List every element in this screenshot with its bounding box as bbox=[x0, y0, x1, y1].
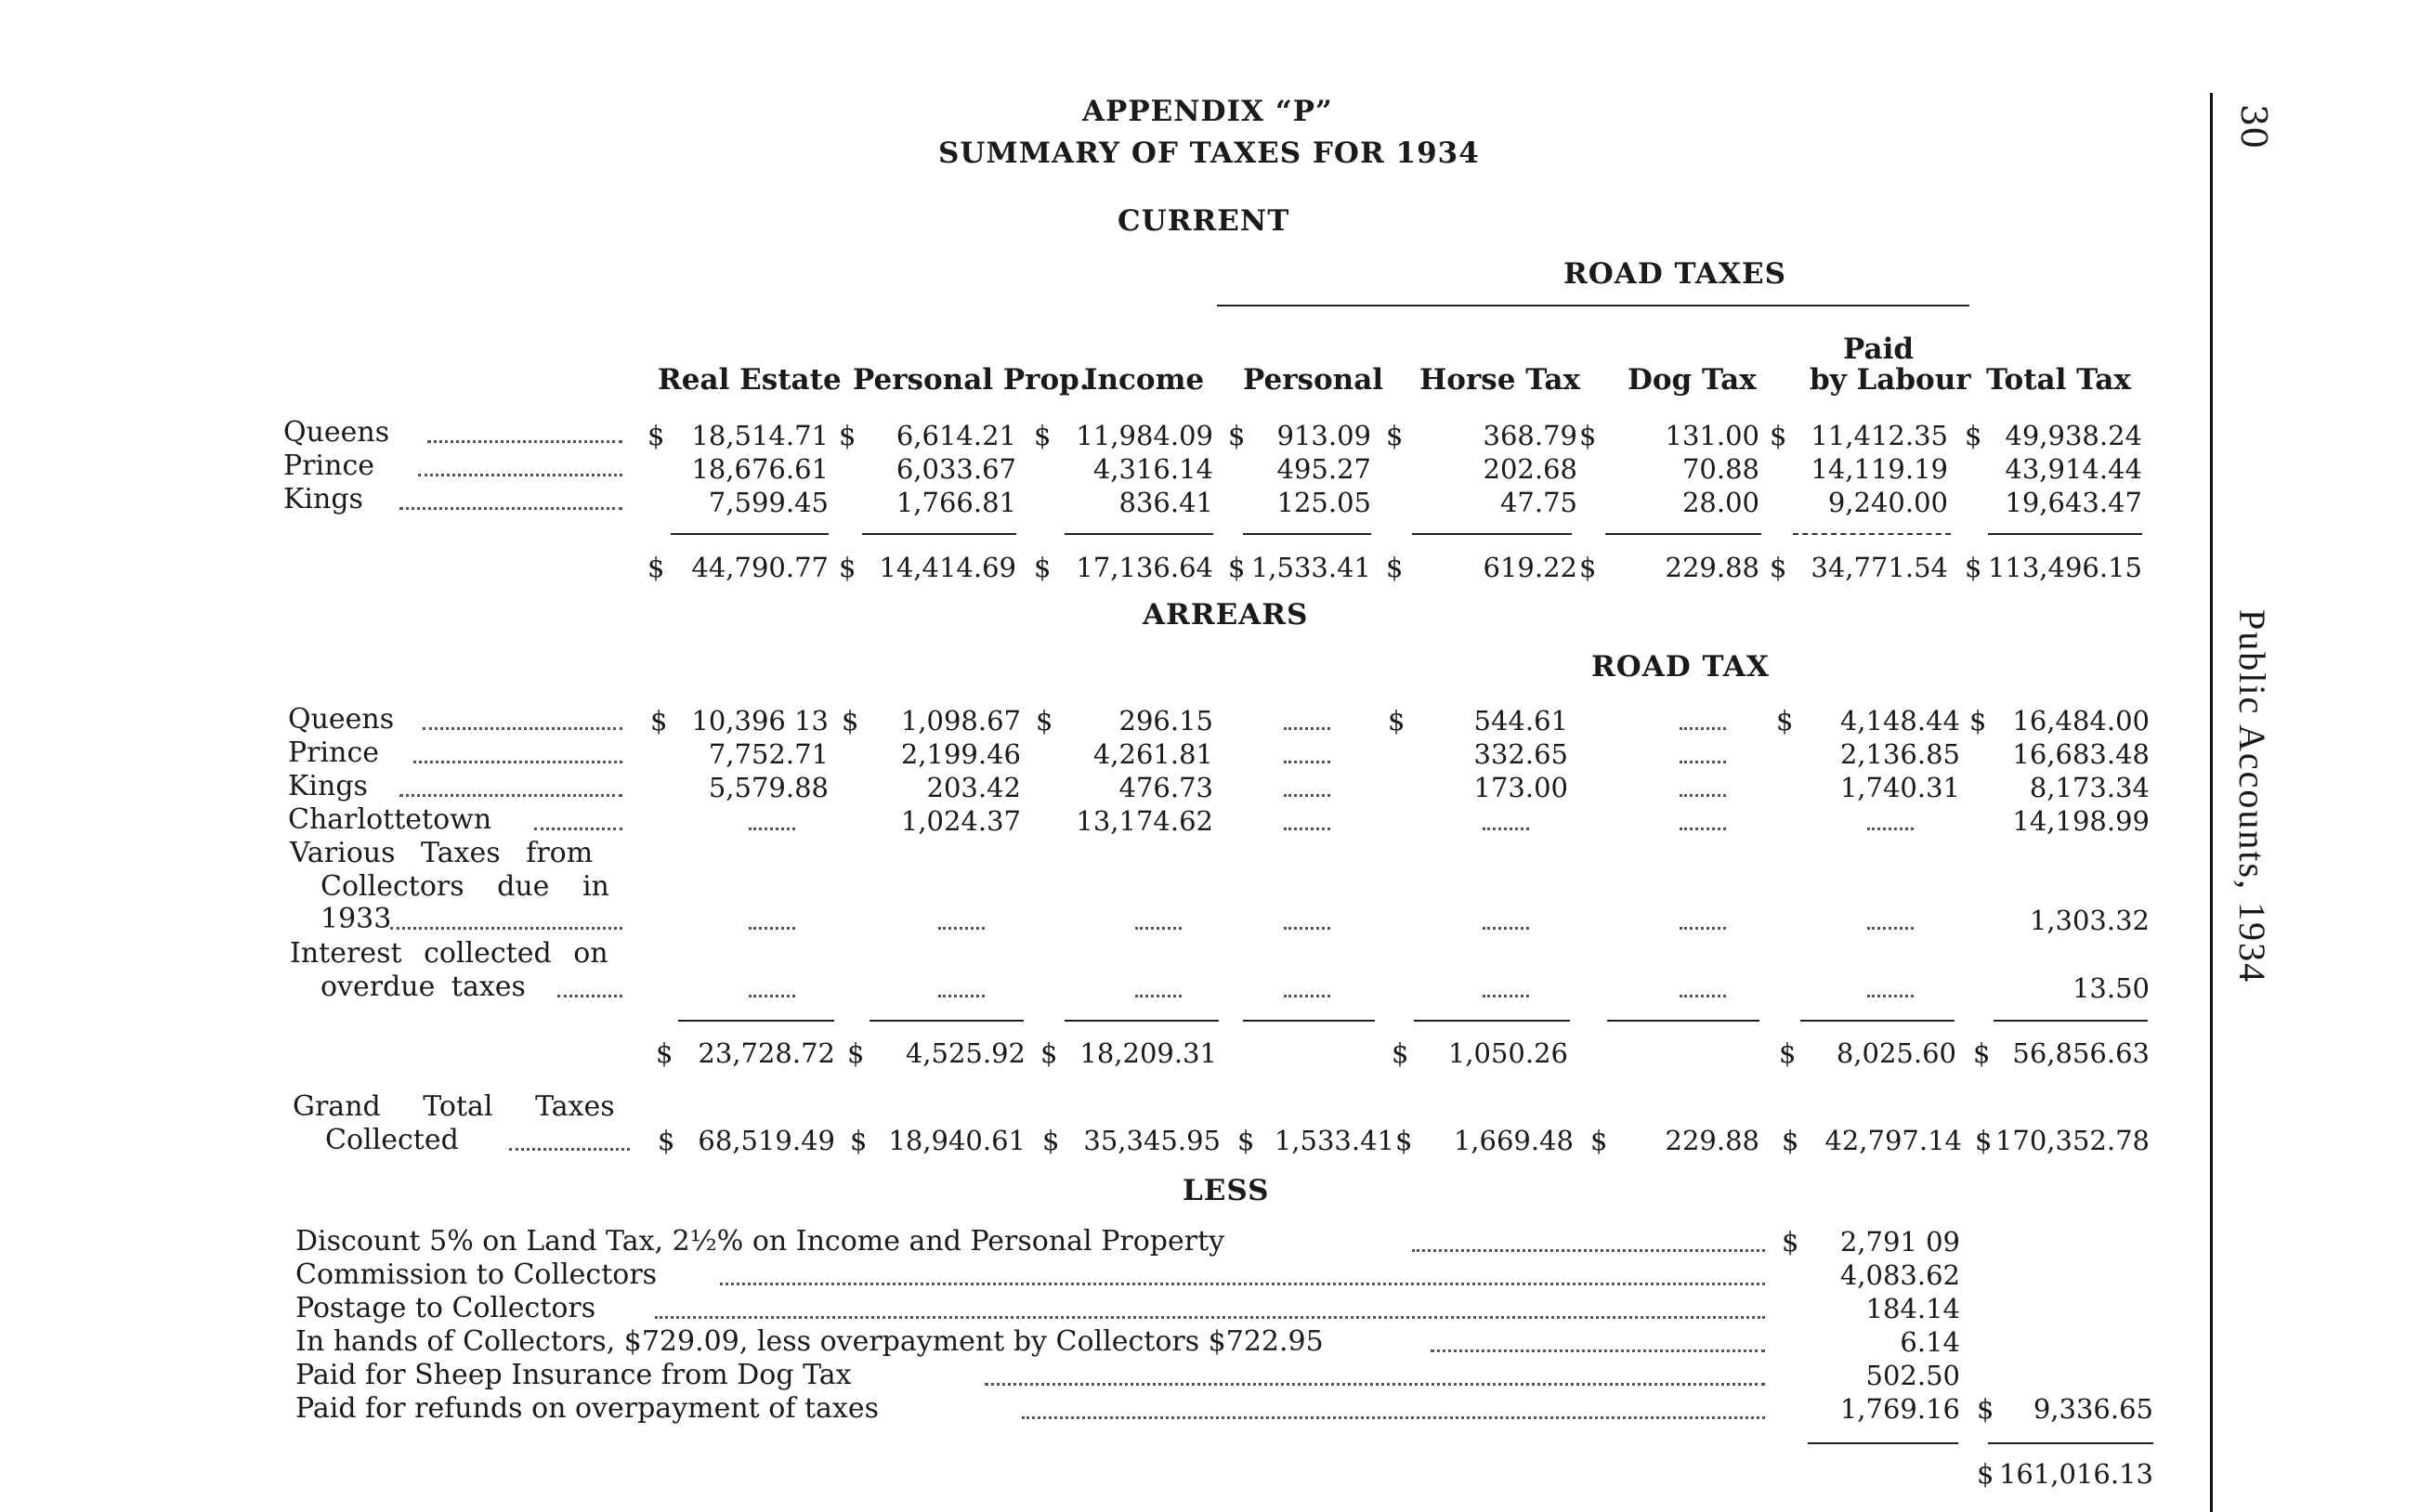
arrears-kings-labour: 1,740.31 bbox=[1839, 772, 1960, 803]
arrears-queens-personal-prop: 1,098.67 bbox=[900, 705, 1021, 736]
currency-mark: $ bbox=[1965, 420, 1982, 451]
empty-cell-dots bbox=[1867, 828, 1914, 830]
leader-dots bbox=[427, 440, 622, 443]
leader-dots bbox=[985, 1383, 1765, 1386]
currency-mark: $ bbox=[1042, 1125, 1060, 1156]
current-label-queens: Queens bbox=[283, 416, 390, 449]
arrears-heading: ARREARS bbox=[1143, 598, 1309, 632]
current-total-real-estate: 44,790.77 bbox=[691, 552, 829, 583]
subtotal-rule bbox=[1800, 1020, 1955, 1022]
currency-mark: $ bbox=[1228, 552, 1246, 583]
arrears-kings-personal-prop: 203.42 bbox=[926, 772, 1021, 803]
subtotal-rule bbox=[1988, 533, 2142, 535]
current-prince-real-estate: 18,676.61 bbox=[691, 453, 829, 485]
empty-cell-dots bbox=[749, 995, 795, 997]
current-queens-personal: 913.09 bbox=[1276, 420, 1371, 451]
arrears-kings-total: 8,173.34 bbox=[2029, 772, 2150, 803]
interest-label-line2: overdue taxes bbox=[320, 971, 526, 1003]
current-prince-personal: 495.27 bbox=[1276, 453, 1371, 485]
less-item-commission: Commission to Collectors bbox=[295, 1258, 658, 1291]
currency-mark: $ bbox=[1579, 420, 1597, 451]
col-income: Income bbox=[1084, 363, 1205, 397]
currency-mark: $ bbox=[1965, 552, 1982, 583]
less-item-in-hands: In hands of Collectors, $729.09, less overpayment by Collectors $722.95 bbox=[295, 1325, 1324, 1358]
arrears-total-personal-prop: 4,525.92 bbox=[905, 1037, 1026, 1069]
current-queens-horse-tax: 368.79 bbox=[1483, 420, 1577, 451]
current-total-income: 17,136.64 bbox=[1076, 552, 1213, 583]
grand-total-income: 35,345.95 bbox=[1083, 1125, 1221, 1156]
empty-cell-dots bbox=[938, 927, 985, 930]
empty-cell-dots bbox=[1135, 927, 1182, 930]
various-label-line1: Various Taxes from bbox=[290, 837, 594, 869]
empty-cell-dots bbox=[749, 927, 795, 930]
margin-rule bbox=[2210, 93, 2213, 1512]
arrears-interest-total: 13.50 bbox=[2072, 972, 2150, 1004]
grand-total-dog-tax: 229.88 bbox=[1665, 1125, 1759, 1156]
subtotal-rule bbox=[1243, 1020, 1375, 1022]
arrears-queens-real-estate: 10,396 13 bbox=[691, 705, 829, 736]
current-queens-real-estate: 18,514.71 bbox=[691, 420, 829, 451]
arrears-total-horse-tax: 1,050.26 bbox=[1447, 1037, 1568, 1069]
col-personal-prop: Personal Prop. bbox=[853, 363, 1090, 397]
current-kings-personal-prop: 1,766.81 bbox=[896, 487, 1016, 518]
arrears-total-real-estate: 23,728.72 bbox=[698, 1037, 835, 1069]
subtotal-rule bbox=[862, 533, 1016, 535]
page-number: 30 bbox=[2233, 104, 2274, 150]
currency-mark: $ bbox=[1770, 552, 1787, 583]
current-prince-income: 4,316.14 bbox=[1092, 453, 1213, 485]
current-total-personal: 1,533.41 bbox=[1250, 552, 1371, 583]
current-kings-personal: 125.05 bbox=[1276, 487, 1371, 518]
subtotal-rule bbox=[1412, 533, 1572, 535]
current-total-labour: 34,771.54 bbox=[1811, 552, 1948, 583]
subtotal-rule bbox=[870, 1020, 1024, 1022]
empty-cell-dots bbox=[1680, 995, 1726, 997]
current-kings-labour: 9,240.00 bbox=[1827, 487, 1948, 518]
current-label-prince: Prince bbox=[283, 450, 374, 482]
empty-cell-dots bbox=[1680, 761, 1726, 763]
arrears-total-income: 18,209.31 bbox=[1079, 1037, 1217, 1069]
less-heading: LESS bbox=[1183, 1174, 1270, 1207]
current-prince-total: 43,914.44 bbox=[2005, 453, 2142, 485]
less-item-refunds: Paid for refunds on overpayment of taxes bbox=[295, 1392, 879, 1425]
currency-mark: $ bbox=[839, 552, 856, 583]
grand-total-personal: 1,533.41 bbox=[1274, 1125, 1394, 1156]
road-taxes-heading: ROAD TAXES bbox=[1563, 257, 1786, 291]
currency-mark: $ bbox=[656, 1037, 673, 1069]
empty-cell-dots bbox=[1284, 927, 1330, 930]
col-total-tax: Total Tax bbox=[1986, 363, 2131, 397]
current-label-kings: Kings bbox=[283, 483, 363, 515]
current-kings-dog-tax: 28.00 bbox=[1681, 487, 1759, 518]
currency-mark: $ bbox=[650, 705, 668, 736]
arrears-kings-horse-tax: 173.00 bbox=[1473, 772, 1568, 803]
leader-dots bbox=[720, 1283, 1765, 1285]
current-prince-labour: 14,119.19 bbox=[1811, 453, 1948, 485]
arrears-kings-income: 476.73 bbox=[1118, 772, 1213, 803]
currency-mark: $ bbox=[1395, 1125, 1413, 1156]
empty-cell-dots bbox=[1483, 828, 1529, 830]
grand-total-total: 170,352.78 bbox=[1994, 1125, 2150, 1156]
subtotal-rule bbox=[1065, 1020, 1219, 1022]
currency-mark: $ bbox=[1040, 1037, 1058, 1069]
current-queens-dog-tax: 131.00 bbox=[1665, 420, 1759, 451]
arrears-various-total: 1,303.32 bbox=[2029, 905, 2150, 936]
col-dog-tax: Dog Tax bbox=[1628, 363, 1757, 397]
grand-total-personal-prop: 18,940.61 bbox=[888, 1125, 1026, 1156]
less-total: 9,336.65 bbox=[2033, 1393, 2153, 1425]
current-kings-real-estate: 7,599.45 bbox=[708, 487, 829, 518]
currency-mark: $ bbox=[1779, 1037, 1797, 1069]
currency-mark: $ bbox=[842, 705, 859, 736]
less-total-rule bbox=[1808, 1442, 1958, 1444]
empty-cell-dots bbox=[1867, 927, 1914, 930]
arrears-total-total: 56,856.63 bbox=[2012, 1037, 2150, 1069]
various-label-line2: Collectors due in bbox=[320, 870, 609, 903]
arrears-prince-income: 4,261.81 bbox=[1092, 738, 1213, 770]
subtotal-rule bbox=[1994, 1020, 2148, 1022]
current-kings-total: 19,643.47 bbox=[2005, 487, 2142, 518]
currency-mark: $ bbox=[1034, 552, 1052, 583]
currency-mark: $ bbox=[1392, 1037, 1409, 1069]
current-total-dog-tax: 229.88 bbox=[1665, 552, 1759, 583]
less-value-postage: 184.14 bbox=[1865, 1293, 1960, 1324]
empty-cell-dots bbox=[1867, 995, 1914, 997]
arrears-queens-labour: 4,148.44 bbox=[1839, 705, 1960, 736]
current-heading: CURRENT bbox=[1118, 204, 1290, 238]
currency-mark: $ bbox=[839, 420, 856, 451]
less-value-discount: 2,791 09 bbox=[1839, 1226, 1960, 1258]
currency-mark: $ bbox=[1386, 552, 1404, 583]
leader-dots bbox=[413, 761, 622, 763]
leader-dots bbox=[423, 727, 622, 730]
road-taxes-rule bbox=[1217, 305, 1969, 306]
leader-dots bbox=[557, 995, 622, 997]
grand-total-labour: 42,797.14 bbox=[1824, 1125, 1962, 1156]
subtotal-rule bbox=[1414, 1020, 1570, 1022]
leader-dots bbox=[399, 507, 622, 510]
side-title: Public Accounts, 1934 bbox=[2231, 609, 2273, 984]
grand-total-label-line1: Grand Total Taxes bbox=[293, 1090, 615, 1123]
leader-dots bbox=[390, 927, 622, 930]
grand-total-real-estate: 68,519.49 bbox=[698, 1125, 835, 1156]
empty-cell-dots bbox=[1483, 995, 1529, 997]
arrears-charlottetown-personal-prop: 1,024.37 bbox=[900, 805, 1021, 837]
current-prince-personal-prop: 6,033.67 bbox=[896, 453, 1016, 485]
less-value-refunds: 1,769.16 bbox=[1839, 1393, 1960, 1425]
net-total: 161,016.13 bbox=[1998, 1458, 2153, 1490]
currency-mark: $ bbox=[850, 1125, 868, 1156]
empty-cell-dots bbox=[1483, 927, 1529, 930]
arrears-prince-horse-tax: 332.65 bbox=[1473, 738, 1568, 770]
col-horse-tax: Horse Tax bbox=[1419, 363, 1580, 397]
currency-mark: $ bbox=[1782, 1125, 1799, 1156]
arrears-label-prince: Prince bbox=[288, 736, 379, 769]
subtotal-rule bbox=[1605, 533, 1761, 535]
empty-cell-dots bbox=[1680, 727, 1726, 730]
arrears-queens-income: 296.15 bbox=[1118, 705, 1213, 736]
grand-total-horse-tax: 1,669.48 bbox=[1453, 1125, 1574, 1156]
currency-mark: $ bbox=[1237, 1125, 1255, 1156]
current-queens-income: 11,984.09 bbox=[1076, 420, 1213, 451]
arrears-queens-total: 16,484.00 bbox=[2012, 705, 2150, 736]
net-total-rule bbox=[1988, 1442, 2153, 1444]
subtotal-rule bbox=[1607, 1020, 1759, 1022]
empty-cell-dots bbox=[1680, 794, 1726, 797]
subtotal-rule bbox=[671, 533, 829, 535]
current-prince-horse-tax: 202.68 bbox=[1483, 453, 1577, 485]
subtotal-rule bbox=[1243, 533, 1371, 535]
currency-mark: $ bbox=[1770, 420, 1787, 451]
subtotal-rule bbox=[1065, 533, 1213, 535]
current-queens-labour: 11,412.35 bbox=[1811, 420, 1948, 451]
arrears-label-kings: Kings bbox=[288, 770, 368, 802]
currency-mark: $ bbox=[647, 420, 665, 451]
less-value-in-hands: 6.14 bbox=[1900, 1326, 1960, 1358]
arrears-prince-personal-prop: 2,199.46 bbox=[900, 738, 1021, 770]
empty-cell-dots bbox=[1284, 794, 1330, 797]
leader-dots bbox=[1022, 1416, 1765, 1419]
currency-mark: $ bbox=[1969, 705, 1987, 736]
currency-mark: $ bbox=[1590, 1125, 1608, 1156]
leader-dots bbox=[1412, 1249, 1765, 1252]
currency-mark: $ bbox=[1228, 420, 1246, 451]
currency-mark: $ bbox=[647, 552, 665, 583]
currency-mark: $ bbox=[1579, 552, 1597, 583]
currency-mark: $ bbox=[1973, 1037, 1991, 1069]
empty-cell-dots bbox=[749, 828, 795, 830]
arrears-total-labour: 8,025.60 bbox=[1836, 1037, 1956, 1069]
currency-mark: $ bbox=[1782, 1226, 1799, 1258]
currency-mark: $ bbox=[1386, 420, 1404, 451]
appendix-title: APPENDIX “P” bbox=[1082, 95, 1333, 128]
current-total-horse-tax: 619.22 bbox=[1483, 552, 1577, 583]
current-kings-income: 836.41 bbox=[1118, 487, 1213, 518]
empty-cell-dots bbox=[1135, 995, 1182, 997]
arrears-charlottetown-total: 14,198.99 bbox=[2012, 805, 2150, 837]
col-real-estate: Real Estate bbox=[658, 363, 842, 397]
less-item-sheep-insurance: Paid for Sheep Insurance from Dog Tax bbox=[295, 1359, 852, 1391]
col-by-labour: by Labour bbox=[1810, 363, 1971, 397]
col-paid: Paid bbox=[1843, 332, 1915, 366]
currency-mark: $ bbox=[1034, 420, 1052, 451]
col-personal: Personal bbox=[1243, 363, 1384, 397]
subtotal-rule bbox=[1793, 533, 1951, 535]
leader-dots bbox=[534, 828, 622, 830]
empty-cell-dots bbox=[1284, 828, 1330, 830]
currency-mark: $ bbox=[1975, 1125, 1993, 1156]
current-total-personal-prop: 14,414.69 bbox=[879, 552, 1016, 583]
empty-cell-dots bbox=[1284, 761, 1330, 763]
empty-cell-dots bbox=[1284, 995, 1330, 997]
arrears-charlottetown-income: 13,174.62 bbox=[1076, 805, 1213, 837]
arrears-prince-total: 16,683.48 bbox=[2012, 738, 2150, 770]
leader-dots bbox=[418, 474, 622, 476]
currency-mark: $ bbox=[658, 1125, 675, 1156]
leader-dots bbox=[655, 1316, 1765, 1319]
arrears-label-queens: Queens bbox=[288, 703, 395, 736]
currency-mark: $ bbox=[847, 1037, 865, 1069]
subtotal-rule bbox=[678, 1020, 834, 1022]
empty-cell-dots bbox=[938, 995, 985, 997]
currency-mark: $ bbox=[1977, 1393, 1994, 1425]
less-value-commission: 4,083.62 bbox=[1839, 1259, 1960, 1291]
empty-cell-dots bbox=[1680, 828, 1726, 830]
leader-dots bbox=[1431, 1349, 1765, 1352]
current-kings-horse-tax: 47.75 bbox=[1499, 487, 1577, 518]
empty-cell-dots bbox=[1680, 927, 1726, 930]
arrears-label-charlottetown: Charlottetown bbox=[288, 803, 492, 836]
arrears-queens-horse-tax: 544.61 bbox=[1473, 705, 1568, 736]
leader-dots bbox=[399, 794, 622, 797]
current-queens-personal-prop: 6,614.21 bbox=[896, 420, 1016, 451]
arrears-prince-real-estate: 7,752.71 bbox=[708, 738, 829, 770]
grand-total-label-line2: Collected bbox=[325, 1124, 459, 1156]
empty-cell-dots bbox=[1284, 727, 1330, 730]
arrears-kings-real-estate: 5,579.88 bbox=[708, 772, 829, 803]
arrears-prince-labour: 2,136.85 bbox=[1839, 738, 1960, 770]
summary-title: SUMMARY OF TAXES FOR 1934 bbox=[938, 137, 1480, 170]
interest-label-line1: Interest collected on bbox=[290, 937, 608, 970]
leader-dots bbox=[509, 1148, 630, 1151]
currency-mark: $ bbox=[1776, 705, 1794, 736]
currency-mark: $ bbox=[1036, 705, 1053, 736]
current-total-total: 113,496.15 bbox=[1987, 552, 2142, 583]
currency-mark: $ bbox=[1388, 705, 1406, 736]
current-prince-dog-tax: 70.88 bbox=[1681, 453, 1759, 485]
various-label-line3: 1933 bbox=[320, 903, 392, 935]
less-value-sheep-insurance: 502.50 bbox=[1865, 1360, 1960, 1391]
road-tax-heading: ROAD TAX bbox=[1591, 650, 1770, 684]
less-item-discount: Discount 5% on Land Tax, 2½% on Income and Personal Property bbox=[295, 1225, 1225, 1258]
current-queens-total: 49,938.24 bbox=[2005, 420, 2142, 451]
currency-mark: $ bbox=[1977, 1458, 1994, 1490]
less-item-postage: Postage to Collectors bbox=[295, 1292, 596, 1324]
